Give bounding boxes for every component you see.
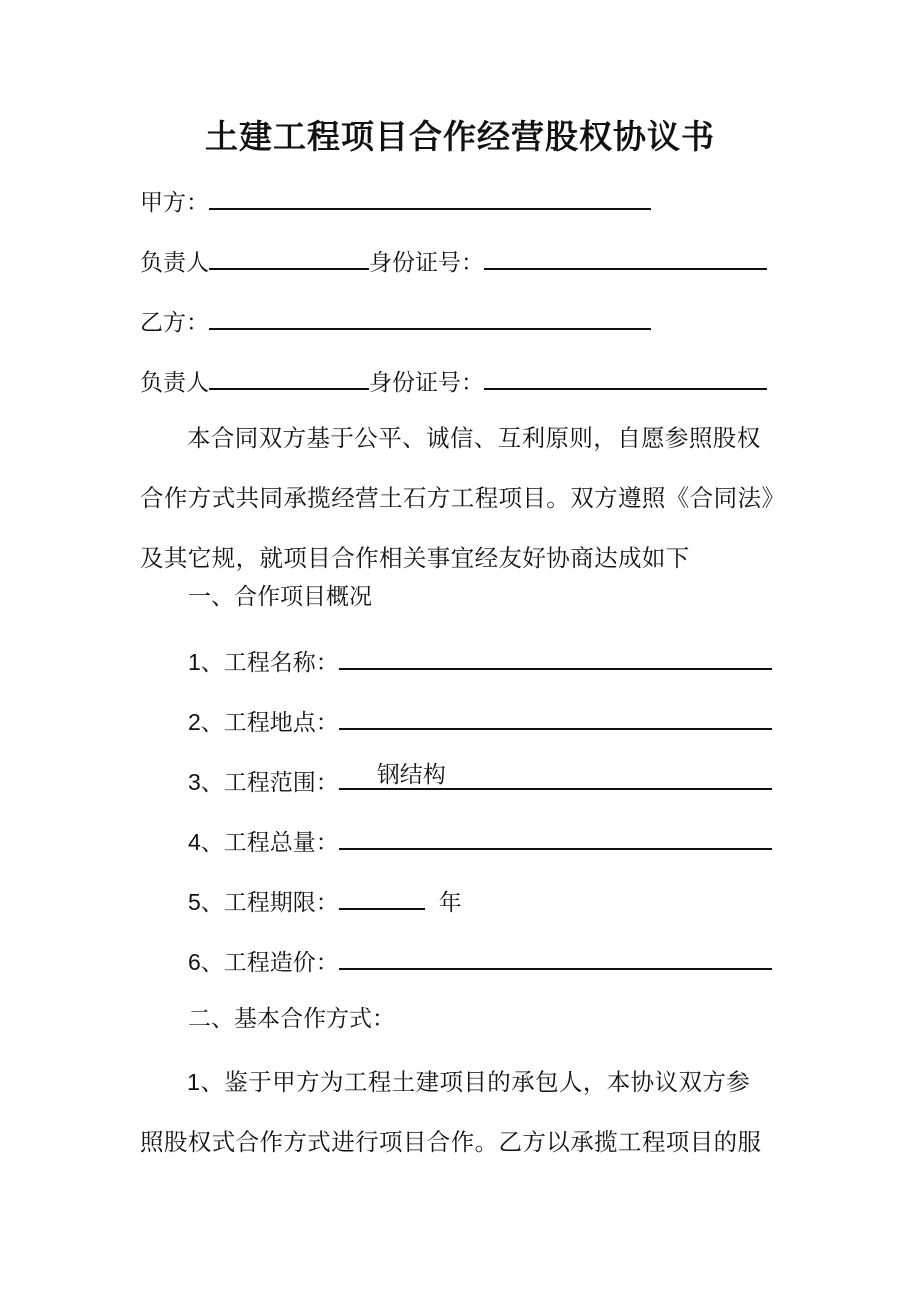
- intro-paragraph: [140, 408, 790, 588]
- item-location-blank[interactable]: [339, 702, 772, 730]
- intro-line: 本合同双方基于公平、诚信、互利原则，自愿参照股权: [187, 424, 761, 452]
- item-period-unit: 年: [438, 890, 462, 916]
- section2-line: 照股权式合作方式进行项目合作。乙方以承揽工程项目的服: [140, 1128, 762, 1156]
- item-price-row: [188, 942, 772, 980]
- party-b-label: 乙方：: [140, 310, 209, 336]
- item-scope-row: [188, 762, 772, 800]
- party-a-rep-label: 负责人: [140, 250, 209, 276]
- party-b-id-blank[interactable]: [484, 362, 767, 390]
- section2-paragraph: [140, 1052, 790, 1172]
- party-b-rep-blank[interactable]: [209, 362, 369, 390]
- party-a-id-label: 身份证号：: [369, 250, 484, 276]
- document-title: 土建工程项目合作经营股权协议书: [205, 117, 715, 156]
- party-b-row: [140, 302, 651, 340]
- item-scope-value: 钢结构: [376, 762, 446, 788]
- party-a-row: [140, 182, 651, 220]
- item-quantity-label: 4、工程总量：: [188, 829, 339, 855]
- item-period-row: [188, 882, 462, 920]
- item-name-blank[interactable]: [339, 642, 772, 670]
- section2-heading: 二、基本合作方式：: [188, 1006, 395, 1032]
- item-name-row: [188, 642, 772, 680]
- party-b-blank[interactable]: [209, 302, 651, 330]
- party-a-id-blank[interactable]: [484, 242, 767, 270]
- item-name-label: 1、工程名称：: [188, 649, 339, 675]
- item-period-label: 5、工程期限：: [188, 889, 339, 915]
- item-location-row: [188, 702, 772, 740]
- item-scope-blank[interactable]: [339, 762, 772, 790]
- section2-line: 1、鉴于甲方为工程土建项目的承包人，本协议双方参: [187, 1069, 751, 1095]
- item-period-blank[interactable]: [339, 882, 425, 910]
- item-price-blank[interactable]: [339, 942, 772, 970]
- party-a-label: 甲方：: [140, 190, 209, 216]
- party-b-id-label: 身份证号：: [369, 370, 484, 396]
- item-scope-label: 3、工程范围：: [188, 769, 339, 795]
- party-a-rep-blank[interactable]: [209, 242, 369, 270]
- item-quantity-row: [188, 822, 772, 860]
- intro-line: 合作方式共同承揽经营土石方工程项目。双方遵照《合同法》: [140, 484, 786, 512]
- party-a-rep-row: [140, 242, 767, 280]
- item-location-label: 2、工程地点：: [188, 709, 339, 735]
- party-b-rep-label: 负责人: [140, 370, 209, 396]
- item-price-label: 6、工程造价：: [188, 949, 339, 975]
- item-quantity-blank[interactable]: [339, 822, 772, 850]
- party-a-blank[interactable]: [209, 182, 651, 210]
- intro-line: 及其它规，就项目合作相关事宜经友好协商达成如下: [140, 544, 690, 572]
- section1-heading: 一、合作项目概况: [188, 584, 372, 610]
- party-b-rep-row: [140, 362, 767, 400]
